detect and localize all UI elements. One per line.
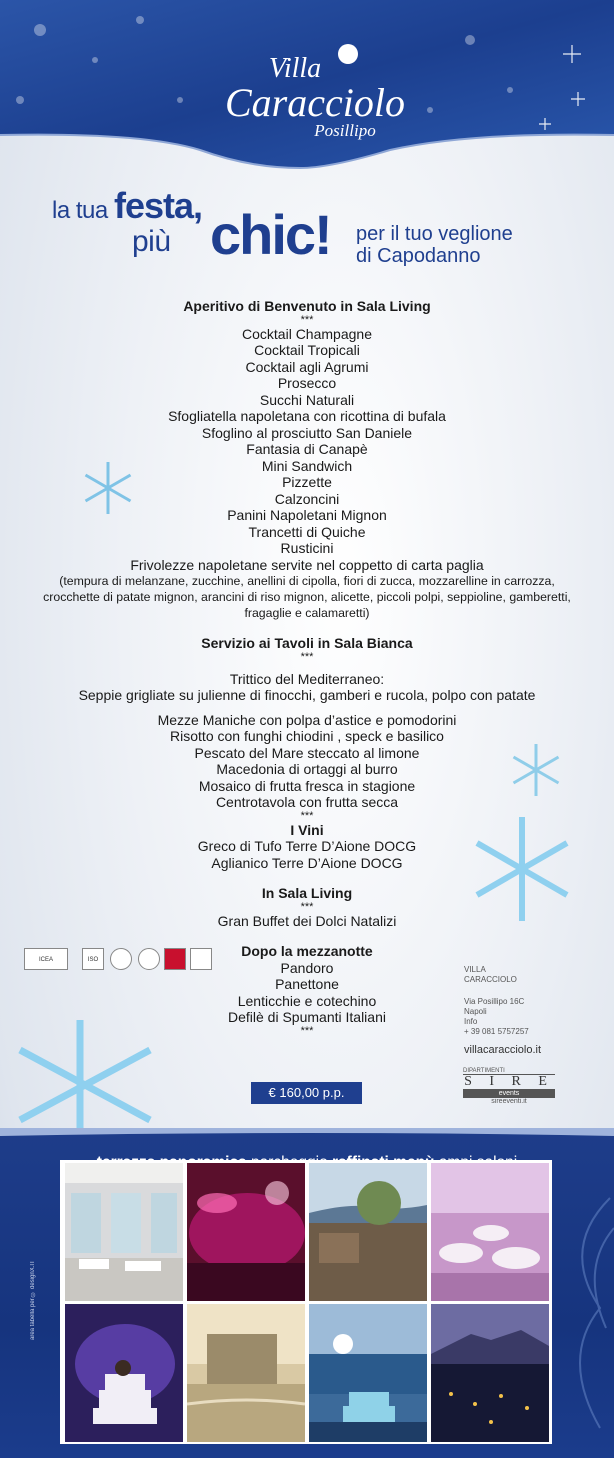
menu-item: Pescato del Mare steccato al limone bbox=[194, 744, 420, 761]
menu-item: Macedonia di ortaggi al burro bbox=[216, 761, 398, 777]
menu-item: Greco di Tufo Terre D’Aione DOCG bbox=[197, 838, 417, 854]
cert-logo-icon bbox=[190, 948, 212, 970]
separator: *** bbox=[300, 809, 314, 822]
menu-item: Defilè di Spumanti Italiani bbox=[228, 1009, 386, 1025]
header-band bbox=[0, 0, 614, 200]
menu-item: Lenticchie e cotechino bbox=[237, 992, 377, 1009]
mezzanotte-title: Dopo la mezzanotte bbox=[241, 943, 373, 959]
photo-pink-lounge bbox=[187, 1163, 305, 1301]
menu-item: Aglianico Terre D’Aione DOCG bbox=[211, 854, 403, 871]
menu-item: Frivolezze napoletane servite nel coppetto di carta paglia bbox=[130, 556, 484, 573]
contact-info-label: Info bbox=[464, 1017, 478, 1026]
contact-address: Via Posillipo 16C bbox=[464, 997, 525, 1006]
slogan-veglione-line1: per il tuo veglione bbox=[356, 223, 513, 245]
servizio-title: Servizio ai Tavoli in Sala Bianca bbox=[201, 635, 413, 651]
slogan-veglione-line2: di Capodanno bbox=[356, 245, 481, 267]
menu-item: Fantasia di Canapè bbox=[246, 441, 368, 457]
contact-city: Napoli bbox=[464, 1007, 487, 1016]
contact-phone: + 39 081 5757257 bbox=[464, 1027, 529, 1036]
contact-name-1: VILLA bbox=[464, 965, 486, 974]
menu-item: Calzoncini bbox=[274, 490, 340, 507]
slogan-veglione bbox=[356, 223, 513, 267]
contact-website[interactable]: villacaracciolo.it bbox=[464, 1044, 542, 1056]
contact-name-2: CARACCIOLO bbox=[464, 975, 517, 984]
menu-item: Risotto con funghi chiodini , speck e basilico bbox=[170, 728, 444, 744]
photo-pink-banquet bbox=[431, 1163, 549, 1301]
logo-dot bbox=[338, 44, 358, 64]
price-badge: € 160,00 p.p. bbox=[251, 1082, 362, 1104]
menu-item: Trancetti di Quiche bbox=[248, 523, 366, 540]
trittico-desc: Seppie grigliate su julienne di finocchi, gamberi e rucola, polpo con patate bbox=[78, 687, 536, 703]
photo-grid bbox=[60, 1160, 552, 1444]
menu-item: Mosaico di frutta fresca in stagione bbox=[198, 777, 416, 794]
cert-logo-icon bbox=[110, 948, 132, 970]
sire-logo bbox=[463, 1068, 555, 1108]
cert-logo-iso: ISO bbox=[82, 948, 104, 970]
aperitivo-title: Aperitivo di Benvenuto in Sala Living bbox=[183, 298, 431, 314]
menu-item: Rusticini bbox=[280, 540, 334, 556]
sire-top: DIPARTIMENTI bbox=[463, 1068, 505, 1074]
menu-item: Cocktail Tropicali bbox=[254, 342, 360, 358]
menu-note: crocchette di patate mignon, arancini di riso mignon, alicette, piccoli polpi, seppioline, gamberetti, bbox=[43, 590, 571, 604]
menu-item: Sfogliatella napoletana con ricottina di bufala bbox=[168, 408, 446, 424]
menu-item: Pizzette bbox=[282, 474, 332, 490]
menu-item: Panini Napoletani Mignon bbox=[227, 507, 387, 523]
trittico-title: Trittico del Mediterraneo: bbox=[229, 670, 385, 687]
menu-item: Cocktail Champagne bbox=[242, 325, 372, 342]
menu-item: Centrotavola con frutta secca bbox=[215, 794, 399, 810]
contact-info bbox=[464, 965, 594, 1055]
separator: *** bbox=[300, 650, 314, 663]
photo-vesuvius-night bbox=[431, 1304, 549, 1442]
slogan-festa: festa, bbox=[114, 185, 203, 226]
logo-posillipo: Posillipo bbox=[314, 121, 376, 140]
menu-item: Pandoro bbox=[280, 959, 334, 976]
credit: area tabella per © designX.IT bbox=[30, 1260, 36, 1340]
menu-item: Gran Buffet dei Dolci Natalizi bbox=[217, 912, 397, 929]
photo-white-restaurant bbox=[65, 1163, 183, 1301]
sire-events: events bbox=[463, 1090, 555, 1098]
menu-item: Panettone bbox=[275, 976, 339, 992]
menu-item: Mini Sandwich bbox=[261, 457, 353, 474]
slogan-piu: più bbox=[132, 225, 171, 258]
separator: *** bbox=[300, 900, 314, 913]
living-title: In Sala Living bbox=[261, 885, 353, 901]
slogan bbox=[0, 185, 614, 285]
menu-note: fragaglie e calamaretti) bbox=[244, 606, 370, 620]
separator: *** bbox=[300, 313, 314, 326]
cert-logo-icea: ICEA bbox=[24, 948, 68, 970]
menu-item: Sfoglino al prosciutto San Daniele bbox=[201, 424, 413, 441]
photo-cake-sea bbox=[309, 1304, 427, 1442]
cert-logo-icon bbox=[138, 948, 160, 970]
cert-logo-icon bbox=[164, 948, 186, 970]
slogan-la-tua: la tua bbox=[52, 197, 108, 224]
menu-item: Prosecco bbox=[277, 375, 337, 391]
menu-note: (tempura di melanzane, zucchine, anellini di cipolla, fiori di zucca, mozzarelline in carrozza, bbox=[59, 574, 555, 588]
menu bbox=[0, 298, 614, 1037]
logo bbox=[180, 40, 450, 140]
separator: *** bbox=[300, 1024, 314, 1037]
logo-villa: Villa bbox=[268, 53, 322, 84]
photo-sea-palace bbox=[187, 1304, 305, 1442]
menu-item: Succhi Naturali bbox=[259, 391, 355, 408]
menu-item: Cocktail agli Agrumi bbox=[245, 358, 369, 375]
menu-item: Mezze Maniche con polpa d’astice e pomodorini bbox=[157, 711, 457, 728]
vini-title: I Vini bbox=[290, 821, 324, 838]
logo-caracciolo: Caracciolo bbox=[225, 80, 405, 125]
slogan-chic: chic! bbox=[210, 203, 331, 266]
photo-terrace-bay bbox=[309, 1163, 427, 1301]
sire-website[interactable]: sireeventi.it bbox=[491, 1098, 527, 1105]
sire-name: S I R E bbox=[464, 1074, 554, 1089]
photo-wedding-cake bbox=[65, 1304, 183, 1442]
certification-logos bbox=[24, 948, 214, 972]
